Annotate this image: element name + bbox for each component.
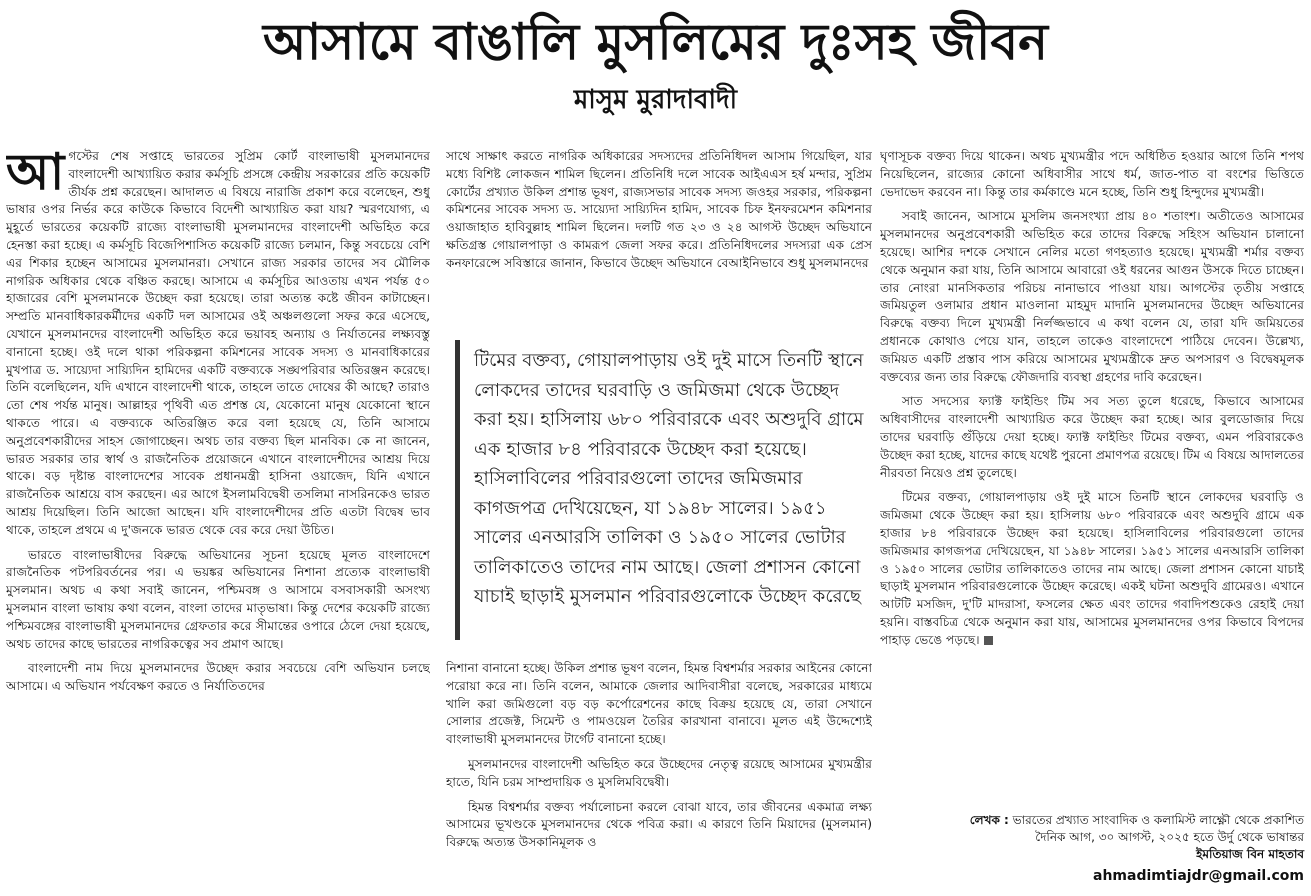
paragraph: সবাই জানেন, আসামে মুসলিম জনসংখ্যা প্রায় ৪০ শতাংশ। অতীতেও আসামের মুসলমানদের অনুপ্রবেশকারী অভিহিত করে তাদের বিরুদ্ধে সহিংস অভিযান চালানো হয়েছে। আশির দশকে সেখানে নেলির মতো গণহত্যাও হয়েছে। মুখ্যমন্ত্রী শর্মার বক্তব্য থেকে অনুমান করা যায়, তিনি আসামে আবারো ওই ধরনের আগুন উসকে দিতে চাচ্ছেন। তার নোংরা মানসিকতার পরিচয় নানাভাবে পাওয়া যায়। আগস্টের তৃতীয় সপ্তাহে জমিয়তুল ওলামার প্রধান মাওলানা মাহমুদ মাদানি মুসলমানদের উচ্ছেদ অভিযানের বিরুদ্ধে বক্তব্য দিলে মুখ্যমন্ত্রী নির্লজ্জভাবে এ কথা বলেন যে, তারা যদি জমিয়তের প্রধানকে কোথাও পেয়ে যান, তাহলে তাকেও বাংলাদেশে পাঠিয়ে দেবেন। উল্লেখ্য, জমিয়ত একটি প্রস্তাব পাস করিয়ে আসামের মুখ্যমন্ত্রীকে দ্রুত অপসারণ ও বিদ্বেষমূলক বক্তব্যের জন্য তার বিরুদ্ধে ফৌজদারি ব্যবস্থা গ্রহণের দাবি করেছেন। xyxy=(880,209,1304,384)
author-description: ভারতের প্রখ্যাত সাংবাদিক ও কলামিস্ট লাক্ষ্ণৌ থেকে প্রকাশিত দৈনিক আগ, ৩০ আগস্ট, ২০২৫ হতে উর্দু থেকে ভাষান্তর xyxy=(1012,813,1304,844)
article-column-3 xyxy=(880,148,1304,808)
author-note xyxy=(960,812,1304,863)
author-label: লেখক : xyxy=(969,813,1009,827)
translator-email: ahmadimtiajdr@gmail.com xyxy=(1093,868,1304,884)
paragraph: বাংলাদেশী নাম দিয়ে মুসলমানদের উচ্ছেদ করার সবচেয়ে বেশি অভিযান চলছে আসামে। এ অভিযান পর্যবেক্ষণ করতে ও নির্যাতিতদের xyxy=(6,661,430,694)
drop-cap: আ xyxy=(6,148,65,201)
article-column-2-top xyxy=(446,148,872,338)
byline: মাসুম মুরাদাবাদী xyxy=(573,85,738,115)
translator-name: ইমতিয়াজ বিন মাহতাব xyxy=(1196,847,1304,861)
headline: আসামে বাঙালি মুসলিমের দুঃসহ জীবন xyxy=(262,13,1049,71)
paragraph xyxy=(880,489,1304,649)
paragraph: সাত সদস্যের ফ্যাক্ট ফাইন্ডিং টিম সব সত্য তুলে ধরেছে, কিভাবে আসামের অধিবাসীদের বাংলাদেশী আখ্যায়িত করে উচ্ছেদ করা হচ্ছে। আর বুলডোজার দিয়ে তাদের ঘরবাড়ি গুঁড়িয়ে দেয়া হচ্ছে। ফ্যাক্ট ফাইন্ডিং টিমের বক্তব্য, এমন পরিবারকেও উচ্ছেদ করা হচ্ছে, যাদের কাছে যথেষ্ট পুরনো প্রমাণপত্র রয়েছে। টিম এ বিষয়ে আদালতের নীরবতা নিয়েও প্রশ্ন তুলেছে। xyxy=(880,394,1304,480)
paragraph: ঘৃণাসূচক বক্তব্য দিয়ে থাকেন। অথচ মুখ্যমন্ত্রীর পদে অধিষ্ঠিত হওয়ার আগে তিনি শপথ নিয়েছিলেন, রাজ্যের কোনো অধিবাসীর সাথে ধর্ম, জাত-পাত বা বংশের ভিত্তিতে ভেদাভেদ করবেন না। কিন্তু তার কর্মকাণ্ডে মনে হচ্ছে, তিনি শুধু হিন্দুদের মুখ্যমন্ত্রী। xyxy=(880,149,1304,199)
paragraph xyxy=(6,148,430,540)
article-column-1 xyxy=(6,148,430,890)
pull-quote: টিমের বক্তব্য, গোয়ালপাড়ায় ওই দুই মাসে তিনটি স্থানে লোকদের তাদের ঘরবাড়ি ও জমিজমা থেকে উচ্ছেদ করা হয়। হাসিলায় ৬৮০ পরিবারকে এবং অশুদুবি গ্রামে এক হাজার ৮৪ পরিবারকে উচ্ছেদ করা হয়েছে। হাসিলাবিলের পরিবারগুলো তাদের জমিজমার কাগজপত্র দেখিয়েছেন, যা ১৯৪৮ সালের। ১৯৫১ সালের এনআরসি তালিকা ও ১৯৫০ সালের ভোটার তালিকাতেও তাদের নাম আছে। জেলা প্রশাসন কোনো যাচাই ছাড়াই মুসলমান পরিবারগুলোকে উচ্ছেদ করেছে xyxy=(455,340,865,640)
paragraph-text: টিমের বক্তব্য, গোয়ালপাড়ায় ওই দুই মাসে তিনটি স্থানে লোকদের ঘরবাড়ি ও জমিজমা থেকে উচ্ছেদ করা হয়। হাসিলায় ৬৮০ পরিবারকে এবং অশুদুবি গ্রামে এক হাজার ৮৪ পরিবারকে উচ্ছেদ করা হয়েছে। হাসিলাবিলের পরিবারগুলো তাদের জমিজমার কাগজপত্র দেখিয়েছেন, যা ১৯৪৮ সালের। ১৯৫১ সালের এনআরসি তালিকা ও ১৯৫০ সালের ভোটার তালিকাতেও তাদের নাম আছে। জেলা প্রশাসন কোনো যাচাই ছাড়াই মুসলমান পরিবারগুলোকে উচ্ছেদ করেছে। একই ঘটনা অশুদুবি গ্রামেরও। এখানে আটটি মসজিদ, দু'টি মাদরাসা, ফসলের ক্ষেত এবং তাদের গবাদিপশুকেও রেহাই দেয়া হয়নি। বাস্তবচিত্র থেকে অনুমান করা যায়, আসামের মুসলমানদের ওপর কিভাবে বিপদের পাহাড় ভেঙে পড়ছে। xyxy=(880,490,1304,647)
paragraph: মুসলমানদের বাংলাদেশী অভিহিত করে উচ্ছেদের নেতৃত্ব রয়েছে আসামের মুখ্যমন্ত্রীর হাতে, যিনি চরম সাম্প্রদায়িক ও মুসলিমবিদ্বেষী। xyxy=(446,756,872,789)
paragraph: নিশানা বানানো হচ্ছে। উকিল প্রশান্ত ভূষণ বলেন, হিমন্ত বিশ্বশর্মার সরকার আইনের কোনো পরোয়া করে না। তিনি বলেন, আমাকে জেলার আদিবাসীরা বলেছে, সরকারের মাধ্যমে খালি করা জমিগুলো বড় বড় কর্পোরেশনের কাছে বিক্রয় হয়েছে যে, তারা সেখানে সোলার প্রজেক্ট, সিমেন্ট ও পামওয়েল তৈরির কারখানা বানাবে। মূলত এই উদ্দেশ্যেই বাংলাভাষী মুসলমানদের টার্গেট বানানো হচ্ছে। xyxy=(446,661,872,747)
article-column-2-bottom xyxy=(446,660,872,892)
paragraph-text: গস্টের শেষ সপ্তাহে ভারতের সুপ্রিম কোর্ট বাংলাভাষী মুসলমানদের বাংলাদেশী আখ্যায়িত করার কর্মসূচি প্রসঙ্গে কেন্দ্রীয় সরকারের প্রতি কয়েকটি তীর্যক প্রশ্ন করেছেন। আদালত এ বিষয়ে নারাজি প্রকাশ করে বলেছেন, শুধু ভাষার ওপর নির্ভর করে কাউকে কিভাবে বিদেশী আখ্যায়িত করা যায়? স্মরণযোগ্য, এ মুহূর্তে ভারতের কয়েকটি রাজ্যে বাংলাভাষী মুসলমানদের বাংলাদেশী অভিহিত করে হেনস্তা করা হচ্ছে। এ কর্মসূচি বিজেপিশাসিত কয়েকটি রাজ্যে চলমান, কিন্তু সবচেয়ে বেশি এর শিকার হচ্ছেন আসামের মুসলমানরা। সেখানে রাজ্য সরকার তাদের সব মৌলিক নাগরিক অধিকার থেকে বঞ্চিত করছে। আসামে এ কর্মসূচির আওতায় এখন পর্যন্ত ৫০ হাজারের বেশি মুসলমানকে উচ্ছেদ করা হয়েছে। তারা অত্যন্ত কষ্টে জীবন কাটাচ্ছেন। সম্প্রতি মানবাধিকারকর্মীদের একটি দল আসামের ওই অঞ্চলগুলো সফর করে এসেছে, যেখানে মুসলমানদের বাংলাদেশী অভিহিত করে ভয়াবহ অন্যায় ও নির্যাতনের লক্ষ্যবস্তু বানানো হচ্ছে। ওই দলে থাকা পরিকল্পনা কমিশনের সাবেক সদস্য ও মানবাধিকারের মুখপাত্র ড. সায়্যেদা সায়্যিদিন হামিদের একটি বক্তব্যকে সঙ্ঘপরিবার অতিরঞ্জন করেছে। তিনি বলেছিলেন, যদি এখানে বাংলাদেশী থাকে, তাহলে তাতে দোষের কী আছে? তারাও তো শেষ পর্যন্ত মানুষ। আল্লাহর পৃথিবী এত প্রশস্ত যে, যেকোনো মানুষ যেকোনো স্থানে থাকতে পারে। এ বক্তব্যকে অতিরঞ্জিত করে বলা হয়েছে যে, তিনি আসামে অনুপ্রবেশকারীদের সাহস জোগাচ্ছেন। অথচ তার বক্তব্য ছিল মানবিক। কে না জানেন, ভারত সরকার তার স্বার্থ ও রাজনৈতিক প্রয়োজনে এখানে বাংলাদেশীদের আশ্রয় দিয়ে থাকে। বড় দৃষ্টান্ত বাংলাদেশের সাবেক প্রধানমন্ত্রী হাসিনা ওয়াজেদ, যিনি এখানে রাজনৈতিক আশ্রয়ে বাস করছেন। এর আগে ইসলামবিদ্বেষী তসলিমা নাসরিনকেও ভারত আশ্রয় দিয়েছিল। তিনি আজো আছেন। যদি বাংলাদেশীদের প্রতি এতটা বিদ্বেষ ভাব থাকে, তাহলে প্রথমে এ দু'জনকে ভারত থেকে বের করে দেয়া উচিত। xyxy=(6,149,430,537)
paragraph: সাথে সাক্ষাৎ করতে নাগরিক অধিকারের সদস্যদের প্রতিনিধিদল আসাম গিয়েছিল, যার মধ্যে বিশিষ্ট লোকজন শামিল ছিলেন। প্রতিনিধি দলে সাবেক আইএএস হর্ষ মন্দার, সুপ্রিম কোর্টের প্রখ্যাত উকিল প্রশান্ত ভূষণ, রাজ্যসভার সাবেক সদস্য জওহর সরকার, পরিকল্পনা কমিশনের সাবেক সদস্য ড. সায়্যেদা সায়্যিদিন হামিদ, সাবেক চিফ ইনফরমেশন কমিশনার ওয়াজাহাত হাবিবুল্লাহ শামিল ছিলেন। দলটি গত ২৩ ও ২৪ আগস্ট উচ্ছেদ অভিযানে ক্ষতিগ্রস্ত গোয়ালপাড়া ও কামরূপ জেলা সফর করে। প্রতিনিধিদলের সদস্যরা এক প্রেস কনফারেন্সে সবিস্তারে জানান, কিভাবে উচ্ছেদ অভিযানে বেআইনিভাবে শুধু মুসলমানদের xyxy=(446,149,872,270)
end-mark-icon xyxy=(984,636,993,645)
paragraph: হিমন্ত বিশ্বশর্মার বক্তব্য পর্যালোচনা করলে বোঝা যাবে, তার জীবনের একমাত্র লক্ষ্য আসামের ভূখণ্ডকে মুসলমানদের থেকে পবিত্র করা। এ কারণে তিনি মিয়াদের (মুসলমান) বিরুদ্ধে অত্যন্ত উসকানিমূলক ও xyxy=(446,799,872,850)
paragraph: ভারতে বাংলাভাষীদের বিরুদ্ধে অভিযানের সূচনা হয়েছে মূলত বাংলাদেশে রাজনৈতিক পটপরিবর্তনের পর। এ ভয়ঙ্কর অভিযানের নিশানা প্রত্যেক বাংলাভাষী মুসলমান। অথচ এ কথা সবাই জানেন, পশ্চিমবঙ্গ ও আসামে বসবাসকারী অসংখ্য মুসলমান বাংলা ভাষায় কথা বলেন, বাংলা তাদের মাতৃভাষা। কিন্তু দেশের কয়েকটি রাজ্যে পশ্চিমবঙ্গের বাংলাভাষী মুসলমানদের গ্রেফতার করে সীমান্তের ওপারে ঠেলে দেয়া হয়েছে, অথচ তাদের কাছে ভারতের নাগরিকত্বের সব প্রমাণ আছে। xyxy=(6,547,430,651)
